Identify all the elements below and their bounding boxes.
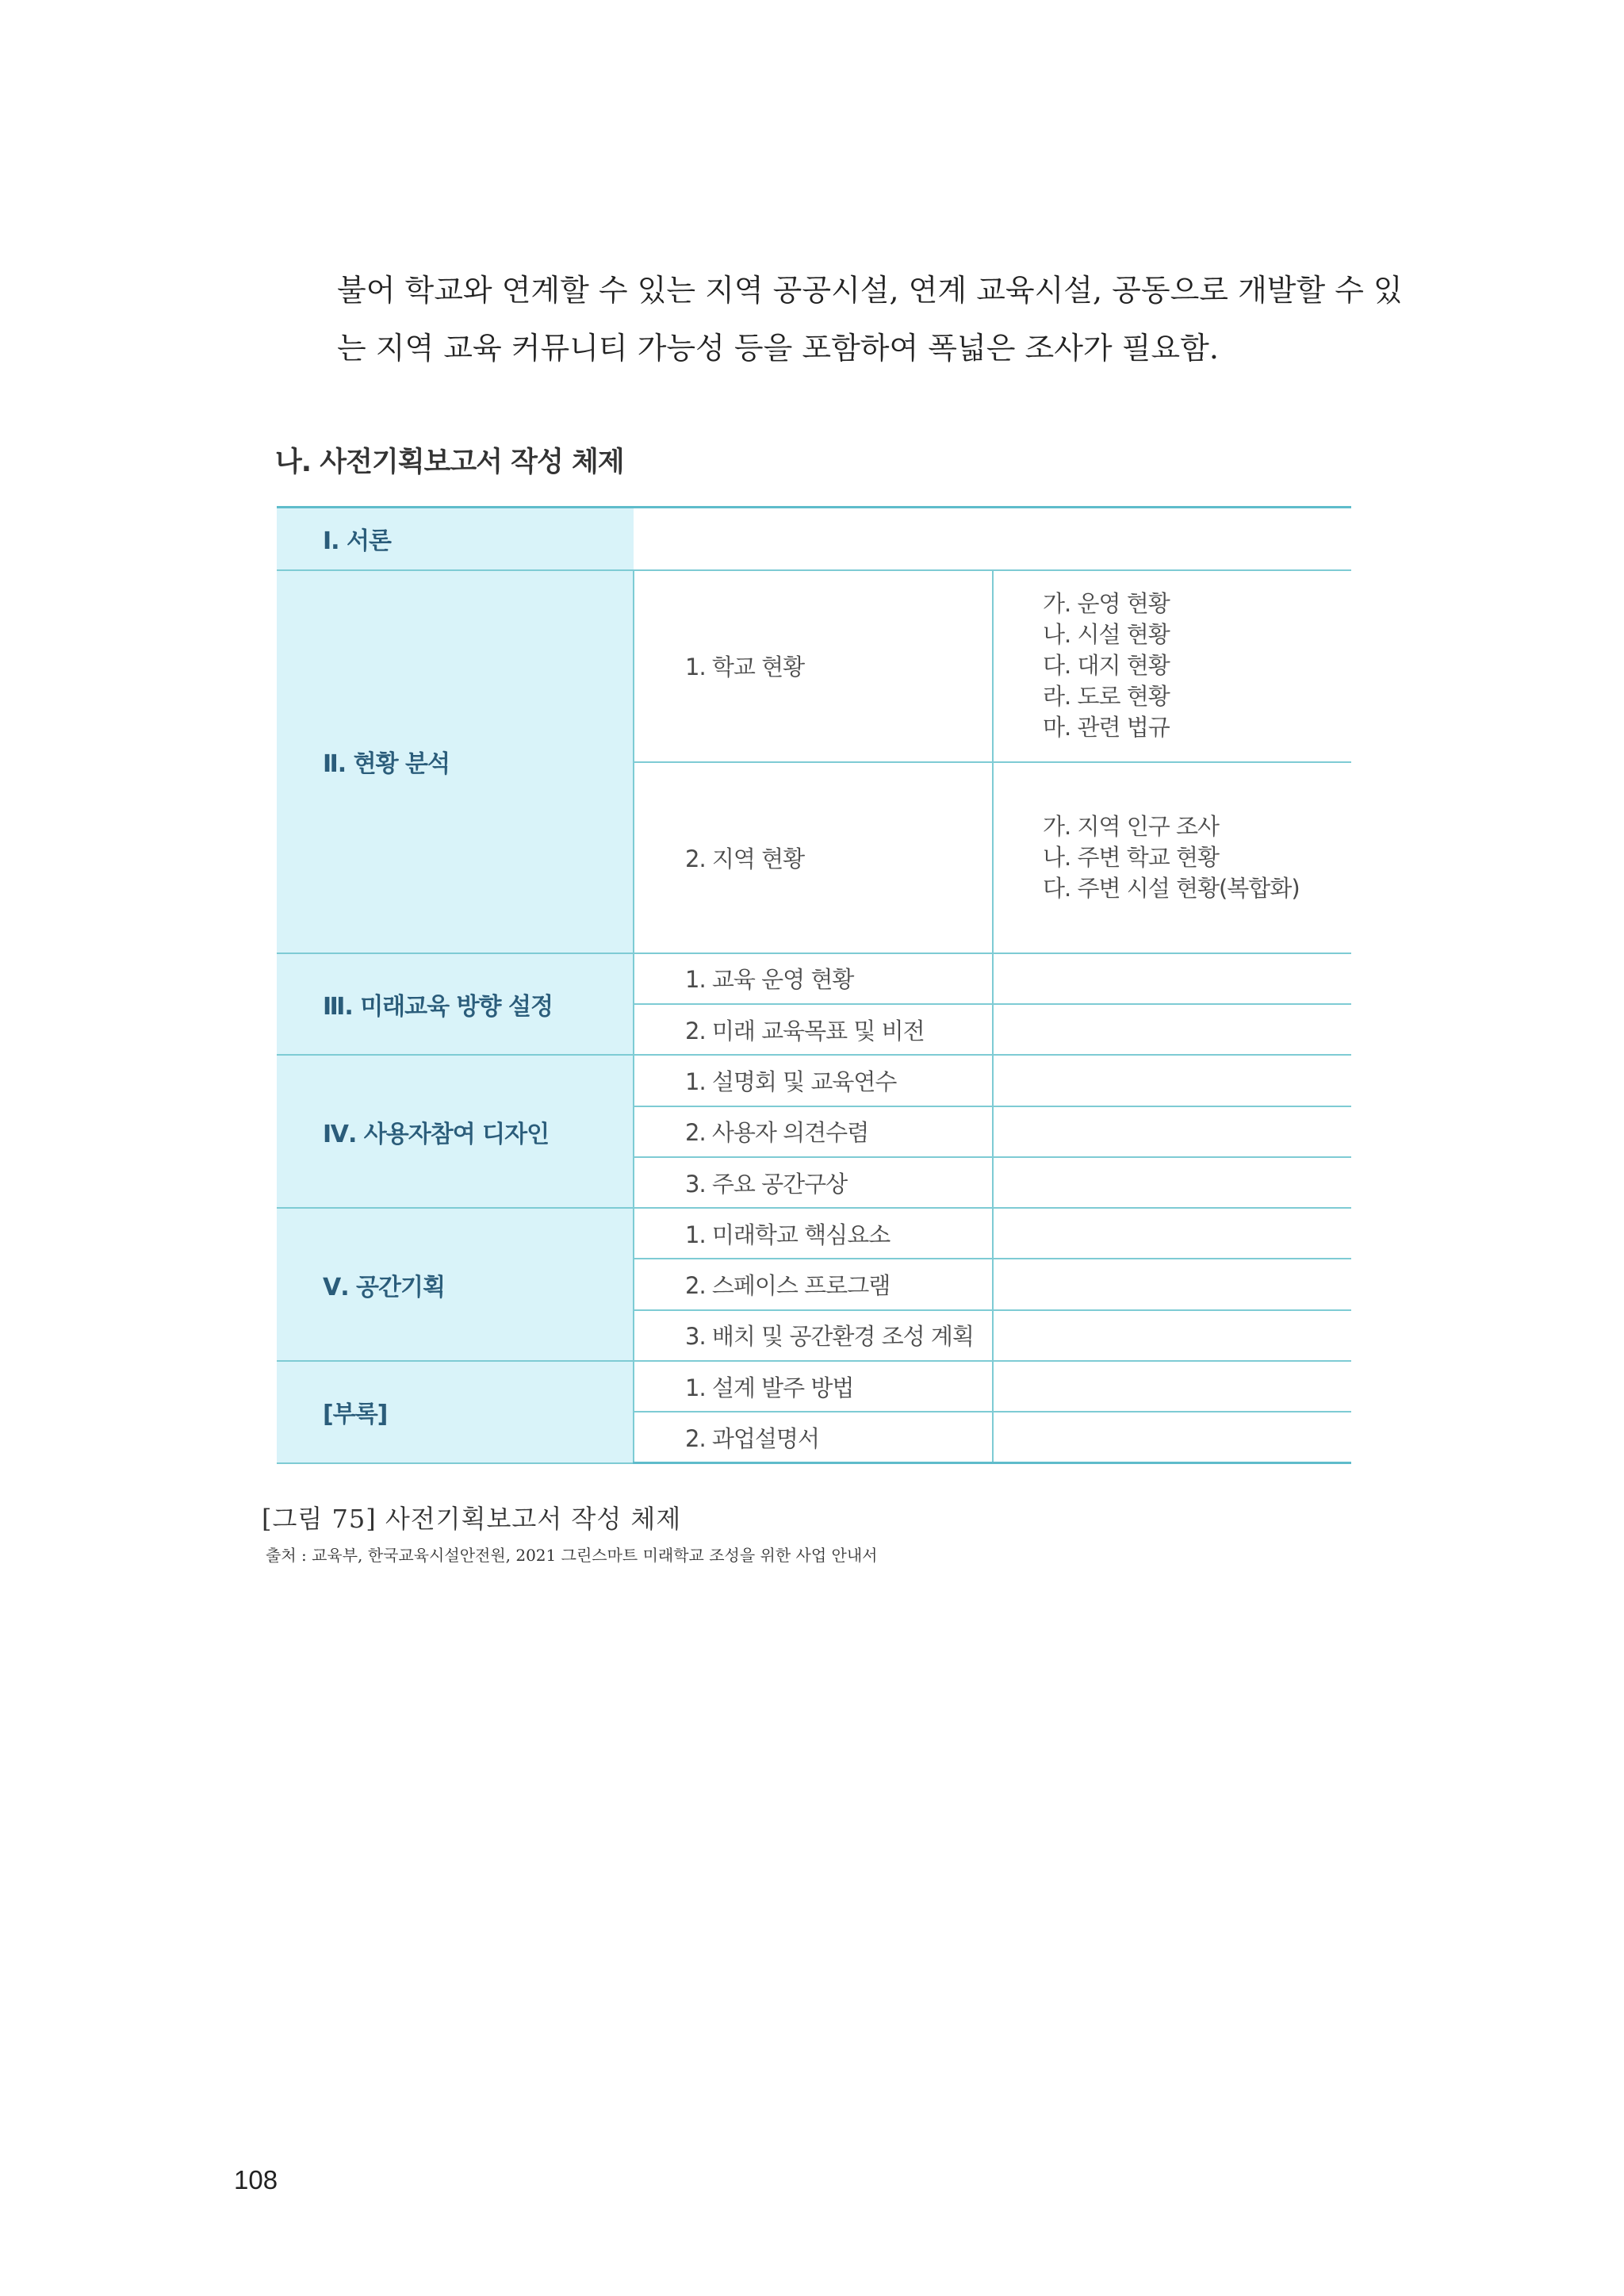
- local-status-details: [993, 762, 1351, 953]
- detail-item: 라. 도로 현황: [1043, 683, 1170, 711]
- sub-item: 1. 설계 발주 방법: [634, 1361, 993, 1412]
- table-row: [277, 570, 1351, 762]
- detail-item: 다. 대지 현황: [1043, 652, 1170, 680]
- detail-item: 나. 시설 현황: [1043, 621, 1170, 649]
- section-local-status: 2. 지역 현황: [634, 762, 993, 953]
- detail-item: 다. 주변 시설 현황(복합화): [1043, 874, 1300, 902]
- empty-cell: [993, 1004, 1351, 1055]
- detail-item: 가. 운영 현황: [1043, 590, 1170, 618]
- table-row: [277, 1055, 1351, 1106]
- empty-cell: [993, 1106, 1351, 1157]
- section-school-status: 1. 학교 현황: [634, 570, 993, 762]
- sub-item: 3. 주요 공간구상: [634, 1157, 993, 1208]
- detail-item: 마. 관련 법규: [1043, 714, 1170, 742]
- sub-item: 1. 교육 운영 현황: [634, 953, 993, 1004]
- empty-cell: [993, 1055, 1351, 1106]
- empty-cell: [993, 1412, 1351, 1462]
- report-structure-table: [277, 506, 1351, 1464]
- sub-item: 3. 배치 및 공간환경 조성 계획: [634, 1310, 993, 1361]
- body-line-2: 는 지역 교육 커뮤니티 가능성 등을 포함하여 폭넓은 조사가 필요함.: [337, 331, 1219, 366]
- table-row: [277, 1208, 1351, 1259]
- figure-source: 출처 : 교육부, 한국교육시설안전원, 2021 그린스마트 미래학교 조성을 위한 사업 안내서: [266, 1546, 878, 1565]
- empty-cell: [993, 1157, 1351, 1208]
- empty-cell: [993, 1208, 1351, 1259]
- sub-item: 2. 사용자 의견수렴: [634, 1106, 993, 1157]
- figure-caption: [그림 75] 사전기획보고서 작성 체제: [262, 1504, 682, 1534]
- sub-item: 2. 과업설명서: [634, 1412, 993, 1462]
- empty-cell: [993, 953, 1351, 1004]
- table-row: [277, 953, 1351, 1004]
- chapter-future-education: Ⅲ. 미래교육 방향 설정: [277, 953, 634, 1056]
- chapter-intro: Ⅰ. 서론: [277, 508, 634, 570]
- body-line-1: 불어 학교와 연계할 수 있는 지역 공공시설, 연계 교육시설, 공동으로 개발할 수 있: [337, 273, 1403, 308]
- table-row: [277, 508, 1351, 570]
- sub-item: 2. 스페이스 프로그램: [634, 1259, 993, 1309]
- page-number: 108: [234, 2165, 278, 2194]
- chapter-analysis: Ⅱ. 현황 분석: [277, 570, 634, 953]
- body-paragraph: [337, 262, 1415, 378]
- sub-item: 1. 설명회 및 교육연수: [634, 1055, 993, 1106]
- empty-cell: [993, 1259, 1351, 1309]
- sub-item: 2. 미래 교육목표 및 비전: [634, 1004, 993, 1055]
- detail-item: 나. 주변 학교 현황: [1043, 843, 1219, 871]
- chapter-space-planning: Ⅴ. 공간기획: [277, 1208, 634, 1361]
- section-title: 나. 사전기획보고서 작성 체제: [275, 447, 624, 478]
- table-row: [277, 1361, 1351, 1412]
- sub-item: 1. 미래학교 핵심요소: [634, 1208, 993, 1259]
- chapter-user-design: Ⅳ. 사용자참여 디자인: [277, 1055, 634, 1208]
- detail-item: 가. 지역 인구 조사: [1043, 812, 1219, 840]
- school-status-details: [993, 570, 1351, 762]
- chapter-appendix: [부록]: [277, 1361, 634, 1463]
- empty-cell: [993, 1310, 1351, 1361]
- empty-cell: [993, 1361, 1351, 1412]
- empty-cell: [634, 508, 1351, 570]
